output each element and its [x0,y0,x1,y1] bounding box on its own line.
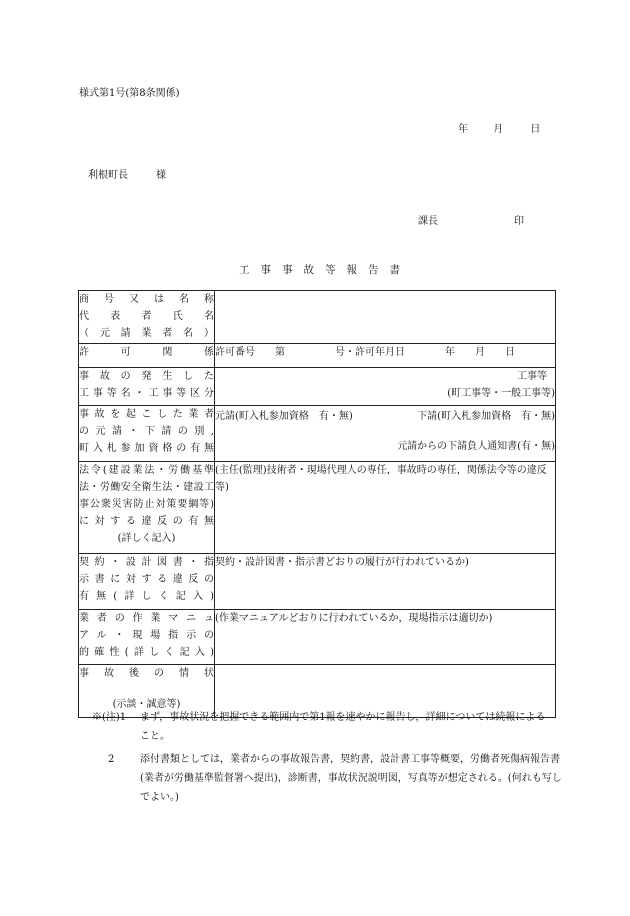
label-line: 商号又は名称 [79,294,214,305]
form-number-label: 様式第1号(第8条関係) [79,88,180,99]
label-line: 事故後の情状 [79,668,214,679]
label-line: （元請業者名） [79,328,214,339]
company-name-label [79,291,215,344]
addressee-line [88,166,166,181]
table-row [79,368,556,406]
table-row [79,610,556,665]
label-line: (詳しく記入) [117,533,176,544]
table-row [79,291,556,344]
license-field[interactable]: 許可番号 第 号・許可年月日 年 月 日 [215,344,556,368]
label-line: の元請・下請の別, [79,426,214,437]
table-row [79,406,556,462]
label-line: に対する違反の有無 [79,516,214,527]
subcontractor-option[interactable]: 下請(町入札参加資格 有・無) [417,411,555,422]
legal-violation-label [79,462,215,554]
note-text: まず，事故状況を把握できる範囲内で第1報を速やかに報告し，詳細については続報によること。 [140,712,546,742]
table-row [79,554,556,610]
contract-violation-field[interactable] [215,554,556,610]
label-line: 契約・設計図書・指 [79,557,214,568]
document-title: 工事事故等報告書 [239,264,411,276]
seal-mark: 印 [514,216,524,227]
label-line: 業者の作業マニュ [79,613,214,624]
label-line: 許可関係 [79,347,214,358]
honorific: 様 [156,170,166,181]
label-line: 有無(詳しく記入) [79,591,214,602]
label-line: 町入札参加資格の有無 [79,443,214,454]
section-chief-label: 課長 [418,216,438,227]
project-field[interactable] [215,368,556,406]
label-line: 事故を起こした業者 [79,409,214,420]
company-name-field[interactable] [215,291,556,344]
label-line: 事公衆災害防止対策要綱等) [79,499,214,510]
label-line: 示書に対する違反の [79,574,214,585]
project-category: (町工事等・一般工事等) [447,388,555,399]
project-suffix: 工事等 [517,371,547,382]
license-label [79,344,215,368]
date-line [458,120,540,135]
label-line: 工事等名・工事等区分 [79,388,214,399]
label-line: アル・現場指示の [79,630,214,641]
contractor-field[interactable] [215,406,556,462]
contract-violation-label [79,554,215,610]
project-label [79,368,215,406]
date-year: 年 [458,124,468,135]
label-line: (示談・誠意等) [112,699,181,710]
addressee-name: 利根町長 [88,170,128,181]
legal-violation-hint: (主任(監理)技術者・現場代理人の専任，事故時の専任，関係法令等の違反等) [215,465,547,493]
note-text: 添付書類としては，業者からの事故報告書，契約書，設計書工事等概要，労働者死傷病報告書(業者が労働基準監督署へ提出)，診断書，事故状況説明図，写真等が想定される。(何れも写しでよい。) [140,754,562,803]
work-manual-label [79,610,215,665]
label-line: 代表者氏名 [79,311,214,322]
report-table [78,290,556,718]
notes-section [92,708,568,807]
contract-violation-hint: 契約・設計図書・指示書どおりの履行が行われているか) [215,557,469,568]
label-line: 法令(建設業法・労働基準 [79,465,214,476]
note-mark: 2 [108,754,115,765]
contractor-label [79,406,215,462]
label-line: 事故の発生した [79,371,214,382]
date-month: 月 [493,124,504,135]
legal-violation-field[interactable] [215,462,556,554]
work-manual-hint: (作業マニュアルどおりに行われているか，現場指示は適切か) [215,613,493,624]
date-day: 日 [530,124,541,135]
work-manual-field[interactable] [215,610,556,665]
label-line: 法・労働安全衛生法・建設工 [79,482,214,493]
section-chief-line [418,212,524,227]
subcontract-notice-option[interactable]: 元請からの下請負人通知書(有・無) [397,441,555,452]
table-row [79,344,556,368]
label-line: 的確性(詳しく記入) [79,647,214,658]
note-item [108,750,568,807]
prime-contractor-option[interactable]: 元請(町入札参加資格 有・無) [215,411,353,422]
note-mark: ※(注)1 [92,712,127,723]
table-row [79,462,556,554]
note-item [92,708,552,746]
